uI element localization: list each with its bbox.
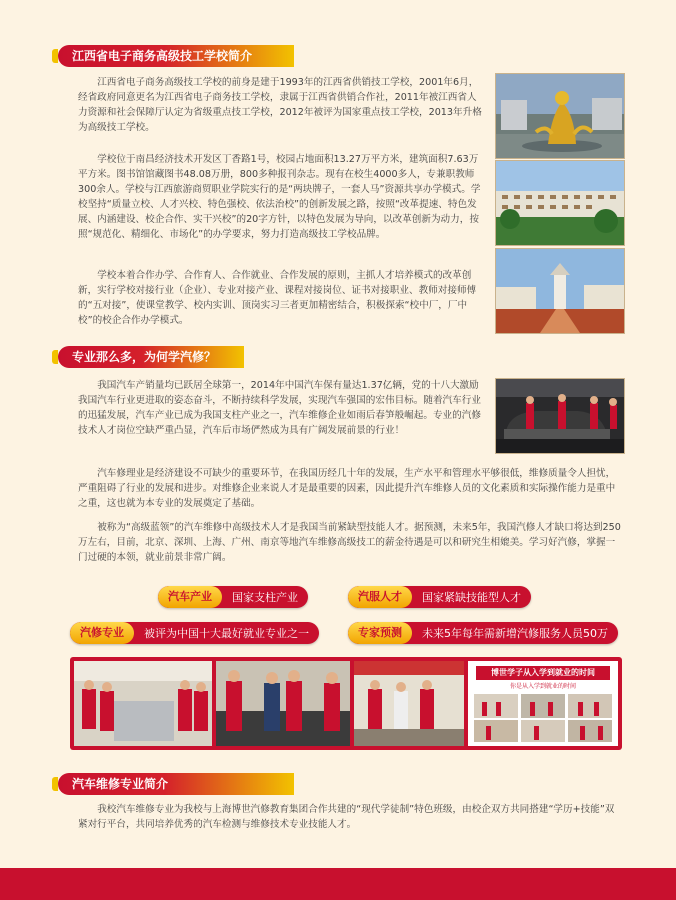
school-intro-paragraph-2: 学校位于南昌经济技术开发区丁香路1号，校园占地面积13.27万平方米，建筑面积7.63万平方米。图书馆馆藏图书48.08万册，800多种报刊杂志。现有在校生4000多人，专兼职教师300余人。学校与江西旅游商贸职业学院实行的是“两块牌子，一套人马”资源共享办学模式。学校坚持“质量立校、人才兴校、特色强校、依法治校”的创新发展之路，按照“改革提速、特色发展、内涵建设、校企合作、实干兴校”的20字方针，以特色发展为导向，以改革创新为动力，按照“规范化、精细化、市场化”的办学要求，努力打造高级技工学校品牌。 [78, 154, 481, 240]
auto-workshop-photo [495, 378, 625, 454]
pill-label: 专家预测 [348, 622, 412, 644]
highlight-pill-auto-major [70, 622, 319, 644]
page-footer-bar [0, 868, 676, 900]
enrollment-banner-photo [468, 661, 618, 746]
pill-value: 国家支柱产业 [232, 591, 298, 604]
school-intro-paragraph-3: 学校本着合作办学、合作育人、合作就业、合作发展的原则，主抓人才培养模式的改革创新，实行学校对接行业（企业）、专业对接产业、课程对接岗位、证书对接职业、教师对接师傅的“五对接”，使课堂教学、校内实训、顶岗实习三者更加精密结合，积极探索“校中厂，厂中校”的校企合作办学模式。 [78, 270, 477, 326]
highlight-pill-expert-forecast [348, 622, 618, 644]
campus-statue-photo [495, 73, 625, 159]
highlight-pill-auto-industry [158, 586, 308, 608]
pill-label: 汽修专业 [70, 622, 134, 644]
why-auto-paragraph-1: 我国汽车产销量均已跃居全球第一，2014年中国汽车保有量达1.37亿辆，党的十八大激励我国汽车行业更进取的姿态奋斗，不断持续科学发展，实现汽车强国的宏伟目标。随着汽车行业的迅猛发展，汽车产业已成为我国支柱产业之一，汽车维修企业如雨后春笋般崛起。专业的汽修技术人才岗位空缺严重凸显，汽车后市场俨然成为具有广阔发展前景的行业！ [78, 380, 481, 436]
why-auto-paragraph-2: 汽车修理业是经济建设不可缺少的重要环节，在我国历经几十年的发展，生产水平和管理水平够很低，维修质量令人担忧，严重阻碍了行业的发展和进步。对维修企业来说人才是最重要的因素，因此提升汽车维修人员的文化素质和实际操作能力是重中之重，这也就为本专业的发展奠定了基础。 [78, 468, 616, 509]
campus-gate-photo [495, 248, 625, 334]
section-title-school-intro: 江西省电子商务高级技工学校简介 [58, 45, 294, 67]
pill-value: 未来5年每年需新增汽修服务人员50万 [422, 627, 608, 640]
classroom-training-photo [74, 661, 212, 746]
engine-practice-photo [216, 661, 350, 746]
school-intro-paragraph-1: 江西省电子商务高级技工学校的前身是建于1993年的江西省供销技工学校，2001年6月，经省政府同意更名为江西省电子商务技工学校，隶属于江西省供销合作社，2011年被江西省人力资源和社会保障厅认定为省级重点技工学校，2012年被评为国家重点技工学校，2013年升格为高级技工学校。 [78, 77, 482, 133]
section-title-why-auto-repair: 专业那么多，为何学汽修？ [58, 346, 244, 368]
pill-label: 汽车产业 [158, 586, 222, 608]
banner-line-1: 博世学子从入学到就业的时间 [476, 666, 610, 680]
why-auto-paragraph-3: 被称为“高级蓝领”的汽车维修中高级技术人才是我国当前紧缺型技能人才。据预测，未来5年，我国汽修人才缺口将达到250万左右，目前，北京、深圳、上海、广州、南京等地汽车维修高级技工的薪金待遇是可以和研究生相媲美。学习好汽修，掌握一门过硬的本领，就业前景非常广阔。 [78, 522, 621, 563]
training-photo-strip [70, 657, 622, 750]
student-lab-photo [354, 661, 464, 746]
pill-value: 被评为中国十大最好就业专业之一 [144, 627, 309, 640]
highlight-pill-auto-talent [348, 586, 531, 608]
banner-line-2: 你是从入学到就业的时间 [509, 683, 576, 690]
pill-label: 汽服人才 [348, 586, 412, 608]
campus-buildings-photo [495, 160, 625, 246]
auto-major-paragraph: 我校汽车维修专业为我校与上海博世汽修教育集团合作共建的“现代学徒制”特色班级，由校企双方共同搭建“学历+技能”双紧对行平台，共同培养优秀的汽车检测与维修技术专业技能人才。 [78, 804, 615, 830]
pill-value: 国家紧缺技能型人才 [422, 591, 521, 604]
section-title-auto-major-intro: 汽车维修专业简介 [58, 773, 294, 795]
